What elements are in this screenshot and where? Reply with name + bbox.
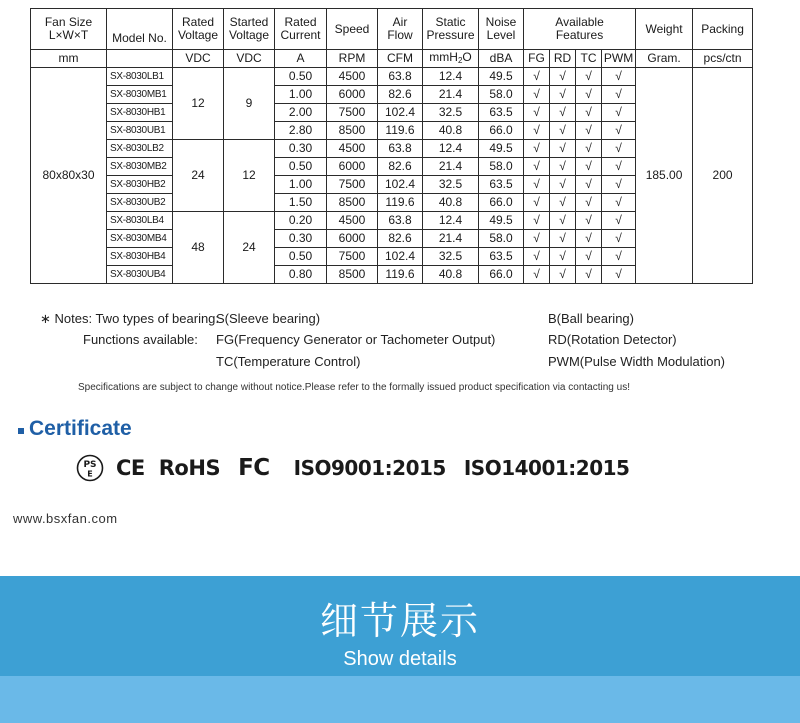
speed-cell: 4500 [327, 212, 378, 230]
tc-check-cell: √ [576, 104, 602, 122]
header-available-features: Available Features [524, 9, 636, 50]
noise-level-cell: 58.0 [479, 86, 524, 104]
air-flow-cell: 102.4 [378, 248, 423, 266]
noise-level-cell: 66.0 [479, 122, 524, 140]
model-cell: SX-8030UB1 [107, 122, 173, 140]
air-flow-cell: 102.4 [378, 104, 423, 122]
iso9001-mark: ISO9001:2015 [293, 456, 446, 480]
started-voltage-cell: 12 [224, 140, 275, 212]
unit-packing: pcs/ctn [693, 50, 753, 68]
model-cell: SX-8030HB1 [107, 104, 173, 122]
unit-speed: RPM [327, 50, 378, 68]
fg-check-cell: √ [524, 266, 550, 284]
model-cell: SX-8030MB4 [107, 230, 173, 248]
website-link[interactable]: www.bsxfan.com [13, 511, 118, 526]
model-cell: SX-8030UB2 [107, 194, 173, 212]
static-pressure-cell: 12.4 [423, 68, 479, 86]
air-flow-cell: 63.8 [378, 212, 423, 230]
speed-cell: 7500 [327, 248, 378, 266]
static-pressure-cell: 21.4 [423, 158, 479, 176]
rated-current-cell: 0.30 [275, 230, 327, 248]
static-pressure-cell: 40.8 [423, 266, 479, 284]
noise-level-cell: 49.5 [479, 212, 524, 230]
unit-static-pressure: mmH$_2$O [423, 50, 479, 68]
air-flow-cell: 119.6 [378, 194, 423, 212]
rated-current-cell: 0.30 [275, 140, 327, 158]
pwm-check-cell: √ [602, 122, 636, 140]
note-rd: RD(Rotation Detector) [548, 332, 677, 347]
rated-current-cell: 2.00 [275, 104, 327, 122]
unit-size: mm [31, 50, 107, 68]
rated-voltage-cell: 12 [173, 68, 224, 140]
pse-mark-top: PS [83, 460, 97, 470]
rated-current-cell: 0.50 [275, 68, 327, 86]
header-air-flow: Air Flow [378, 9, 423, 50]
rated-current-cell: 0.80 [275, 266, 327, 284]
weight-cell: 185.00 [636, 68, 693, 284]
air-flow-cell: 63.8 [378, 68, 423, 86]
unit-pwm: PWM [602, 50, 636, 68]
unit-rd: RD [550, 50, 576, 68]
pwm-check-cell: √ [602, 176, 636, 194]
fg-check-cell: √ [524, 158, 550, 176]
rated-current-cell: 0.50 [275, 248, 327, 266]
static-pressure-cell: 40.8 [423, 194, 479, 212]
speed-cell: 7500 [327, 104, 378, 122]
header-rated-current: Rated Current [275, 9, 327, 50]
fg-check-cell: √ [524, 194, 550, 212]
tc-check-cell: √ [576, 266, 602, 284]
rd-check-cell: √ [550, 194, 576, 212]
rd-check-cell: √ [550, 122, 576, 140]
rd-check-cell: √ [550, 140, 576, 158]
pwm-check-cell: √ [602, 230, 636, 248]
note-ball-bearing: B(Ball bearing) [548, 311, 634, 326]
tc-check-cell: √ [576, 230, 602, 248]
pwm-check-cell: √ [602, 194, 636, 212]
pwm-check-cell: √ [602, 158, 636, 176]
static-pressure-cell: 12.4 [423, 212, 479, 230]
fg-check-cell: √ [524, 104, 550, 122]
pwm-check-cell: √ [602, 86, 636, 104]
started-voltage-cell: 9 [224, 68, 275, 140]
model-cell: SX-8030UB4 [107, 266, 173, 284]
model-cell: SX-8030LB2 [107, 140, 173, 158]
noise-level-cell: 66.0 [479, 194, 524, 212]
fc-mark: FC [238, 455, 270, 481]
model-cell: SX-8030LB4 [107, 212, 173, 230]
air-flow-cell: 82.6 [378, 158, 423, 176]
banner-strip [0, 676, 800, 723]
header-weight: Weight [636, 9, 693, 50]
fan-size-cell: 80x80x30 [31, 68, 107, 284]
noise-level-cell: 63.5 [479, 104, 524, 122]
noise-level-cell: 58.0 [479, 230, 524, 248]
noise-level-cell: 49.5 [479, 140, 524, 158]
fg-check-cell: √ [524, 248, 550, 266]
rd-check-cell: √ [550, 266, 576, 284]
rated-current-cell: 0.50 [275, 158, 327, 176]
fg-check-cell: √ [524, 86, 550, 104]
rd-check-cell: √ [550, 230, 576, 248]
tc-check-cell: √ [576, 194, 602, 212]
rd-check-cell: √ [550, 248, 576, 266]
rd-check-cell: √ [550, 104, 576, 122]
packing-cell: 200 [693, 68, 753, 284]
static-pressure-cell: 40.8 [423, 122, 479, 140]
unit-rated-current: A [275, 50, 327, 68]
rd-check-cell: √ [550, 176, 576, 194]
square-bullet-icon [18, 428, 24, 434]
speed-cell: 4500 [327, 68, 378, 86]
header-rated-voltage: Rated Voltage [173, 9, 224, 50]
pwm-check-cell: √ [602, 140, 636, 158]
noise-level-cell: 63.5 [479, 176, 524, 194]
noise-level-cell: 49.5 [479, 68, 524, 86]
fg-check-cell: √ [524, 140, 550, 158]
unit-started-voltage: VDC [224, 50, 275, 68]
tc-check-cell: √ [576, 158, 602, 176]
rd-check-cell: √ [550, 68, 576, 86]
header-speed: Speed [327, 9, 378, 50]
pwm-check-cell: √ [602, 104, 636, 122]
noise-level-cell: 58.0 [479, 158, 524, 176]
note-sleeve-bearing: S(Sleeve bearing) [216, 311, 321, 326]
notes-functions-label: Functions available: [83, 332, 198, 347]
fg-check-cell: √ [524, 176, 550, 194]
speed-cell: 8500 [327, 266, 378, 284]
fg-check-cell: √ [524, 68, 550, 86]
speed-cell: 8500 [327, 122, 378, 140]
pwm-check-cell: √ [602, 248, 636, 266]
rated-voltage-cell: 48 [173, 212, 224, 284]
static-pressure-cell: 12.4 [423, 140, 479, 158]
note-pwm: PWM(Pulse Width Modulation) [548, 354, 725, 369]
model-cell: SX-8030HB2 [107, 176, 173, 194]
rated-voltage-cell: 24 [173, 140, 224, 212]
speed-cell: 6000 [327, 158, 378, 176]
air-flow-cell: 82.6 [378, 230, 423, 248]
speed-cell: 6000 [327, 86, 378, 104]
header-fan-size: Fan Size L×W×T [31, 9, 107, 50]
tc-check-cell: √ [576, 68, 602, 86]
air-flow-cell: 119.6 [378, 266, 423, 284]
rated-current-cell: 2.80 [275, 122, 327, 140]
pwm-check-cell: √ [602, 266, 636, 284]
speed-cell: 4500 [327, 140, 378, 158]
ce-mark: CE [116, 456, 145, 480]
tc-check-cell: √ [576, 212, 602, 230]
pwm-check-cell: √ [602, 68, 636, 86]
static-pressure-cell: 32.5 [423, 176, 479, 194]
rated-current-cell: 1.00 [275, 176, 327, 194]
speed-cell: 6000 [327, 230, 378, 248]
air-flow-cell: 82.6 [378, 86, 423, 104]
rd-check-cell: √ [550, 158, 576, 176]
rd-check-cell: √ [550, 86, 576, 104]
static-pressure-cell: 21.4 [423, 86, 479, 104]
air-flow-cell: 102.4 [378, 176, 423, 194]
tc-check-cell: √ [576, 140, 602, 158]
banner-title-cn: 细节展示 [319, 599, 480, 643]
rated-current-cell: 1.50 [275, 194, 327, 212]
unit-noise-level: dBA [479, 50, 524, 68]
unit-tc: TC [576, 50, 602, 68]
rohs-mark: RoHS [158, 456, 221, 480]
notes-bearing-label: ∗ Notes: Two types of bearing: [40, 311, 220, 326]
unit-rated-voltage: VDC [173, 50, 224, 68]
header-model: Model No. [107, 9, 173, 50]
banner-title-en: Show details [343, 648, 457, 670]
disclaimer-text: Specifications are subject to change without notice.Please refer to the formally issued product specification via contacting us! [78, 382, 630, 393]
tc-check-cell: √ [576, 86, 602, 104]
started-voltage-cell: 24 [224, 212, 275, 284]
certificate-heading [18, 417, 132, 441]
static-pressure-cell: 32.5 [423, 248, 479, 266]
model-cell: SX-8030MB1 [107, 86, 173, 104]
header-noise-level: Noise Level [479, 9, 524, 50]
header-started-voltage: Started Voltage [224, 9, 275, 50]
model-cell: SX-8030LB1 [107, 68, 173, 86]
pse-mark-icon [76, 454, 104, 482]
static-pressure-cell: 21.4 [423, 230, 479, 248]
iso14001-mark: ISO14001:2015 [463, 456, 630, 480]
rd-check-cell: √ [550, 212, 576, 230]
tc-check-cell: √ [576, 122, 602, 140]
rated-current-cell: 0.20 [275, 212, 327, 230]
tc-check-cell: √ [576, 248, 602, 266]
noise-level-cell: 66.0 [479, 266, 524, 284]
certificate-logos [76, 450, 647, 486]
fg-check-cell: √ [524, 212, 550, 230]
unit-air-flow: CFM [378, 50, 423, 68]
static-pressure-cell: 32.5 [423, 104, 479, 122]
certificate-title: Certificate [29, 417, 132, 440]
model-cell: SX-8030MB2 [107, 158, 173, 176]
fg-check-cell: √ [524, 230, 550, 248]
header-static-pressure: Static Pressure [423, 9, 479, 50]
note-tc: TC(Temperature Control) [216, 354, 361, 369]
noise-level-cell: 63.5 [479, 248, 524, 266]
air-flow-cell: 119.6 [378, 122, 423, 140]
tc-check-cell: √ [576, 176, 602, 194]
air-flow-cell: 63.8 [378, 140, 423, 158]
rated-current-cell: 1.00 [275, 86, 327, 104]
model-cell: SX-8030HB4 [107, 248, 173, 266]
unit-weight: Gram. [636, 50, 693, 68]
speed-cell: 8500 [327, 194, 378, 212]
fg-check-cell: √ [524, 122, 550, 140]
speed-cell: 7500 [327, 176, 378, 194]
pwm-check-cell: √ [602, 212, 636, 230]
note-fg: FG(Frequency Generator or Tachometer Output) [216, 332, 496, 347]
header-packing: Packing [693, 9, 753, 50]
unit-fg: FG [524, 50, 550, 68]
pse-mark-bottom: E [87, 469, 93, 479]
